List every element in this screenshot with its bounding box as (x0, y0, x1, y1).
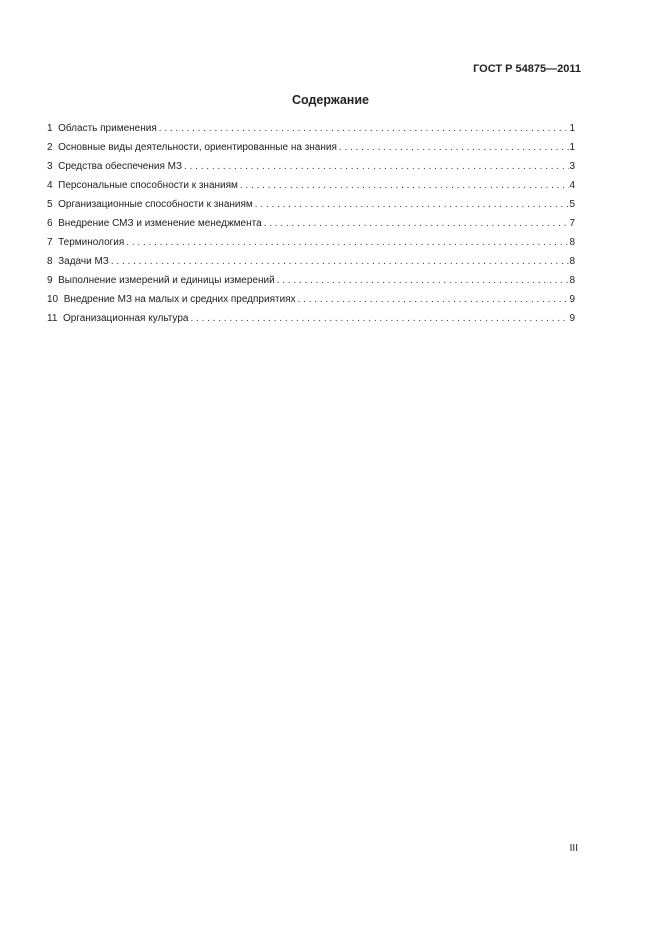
toc-entry-page: 1 (569, 142, 575, 153)
toc-entry-label: 8 Задачи МЗ (47, 256, 109, 267)
toc-entry-page: 5 (569, 199, 575, 210)
dot-leader (159, 123, 570, 134)
toc-entry-page: 1 (569, 123, 575, 134)
toc-entry[interactable] (47, 123, 575, 142)
toc-entry[interactable] (47, 180, 575, 199)
dot-leader (264, 218, 570, 229)
standard-number: ГОСТ Р 54875—2011 (473, 63, 581, 75)
page-title: Содержание (291, 93, 369, 107)
toc-entry[interactable] (47, 142, 575, 161)
toc-entry-page: 8 (569, 256, 575, 267)
dot-leader (339, 142, 570, 153)
toc-entry-label: 7 Терминология (47, 237, 125, 248)
toc-entry-label: 4 Персональные способности к знаниям (47, 180, 238, 191)
toc-entry-page: 9 (569, 294, 575, 305)
dot-leader (126, 237, 569, 248)
toc-entry[interactable] (47, 237, 575, 256)
toc-entry-page: 4 (569, 180, 575, 191)
dot-leader (255, 199, 570, 210)
toc-entry[interactable] (47, 256, 575, 275)
dot-leader (240, 180, 570, 191)
toc-entry[interactable] (47, 161, 575, 180)
toc-entry-page: 8 (569, 237, 575, 248)
toc-entry-page: 9 (569, 313, 575, 324)
table-of-contents (47, 123, 575, 332)
toc-entry-label: 11 Организационная культура (47, 313, 189, 324)
toc-entry-label: 5 Организационные способности к знаниям (47, 199, 253, 210)
toc-entry[interactable] (47, 294, 575, 313)
toc-entry-page: 7 (569, 218, 575, 229)
toc-entry-label: 2 Основные виды деятельности, ориентированные на знания (47, 142, 337, 153)
toc-entry-label: 6 Внедрение СМЗ и изменение менеджмента (47, 218, 262, 229)
dot-leader (277, 275, 570, 286)
toc-entry-page: 8 (569, 275, 575, 286)
toc-entry-label: 9 Выполнение измерений и единицы измерений (47, 275, 275, 286)
page-number: III (569, 843, 578, 854)
dot-leader (111, 256, 570, 267)
toc-entry[interactable] (47, 218, 575, 237)
dot-leader (298, 294, 570, 305)
dot-leader (190, 313, 569, 324)
toc-entry-label: 1 Область применения (47, 123, 157, 134)
toc-entry-label: 10 Внедрение МЗ на малых и средних предприятиях (47, 294, 296, 305)
toc-entry-label: 3 Средства обеспечения МЗ (47, 161, 183, 172)
toc-entry[interactable] (47, 313, 575, 332)
toc-entry-page: 3 (569, 161, 575, 172)
dot-leader (184, 161, 569, 172)
toc-entry[interactable] (47, 199, 575, 218)
toc-entry[interactable] (47, 275, 575, 294)
